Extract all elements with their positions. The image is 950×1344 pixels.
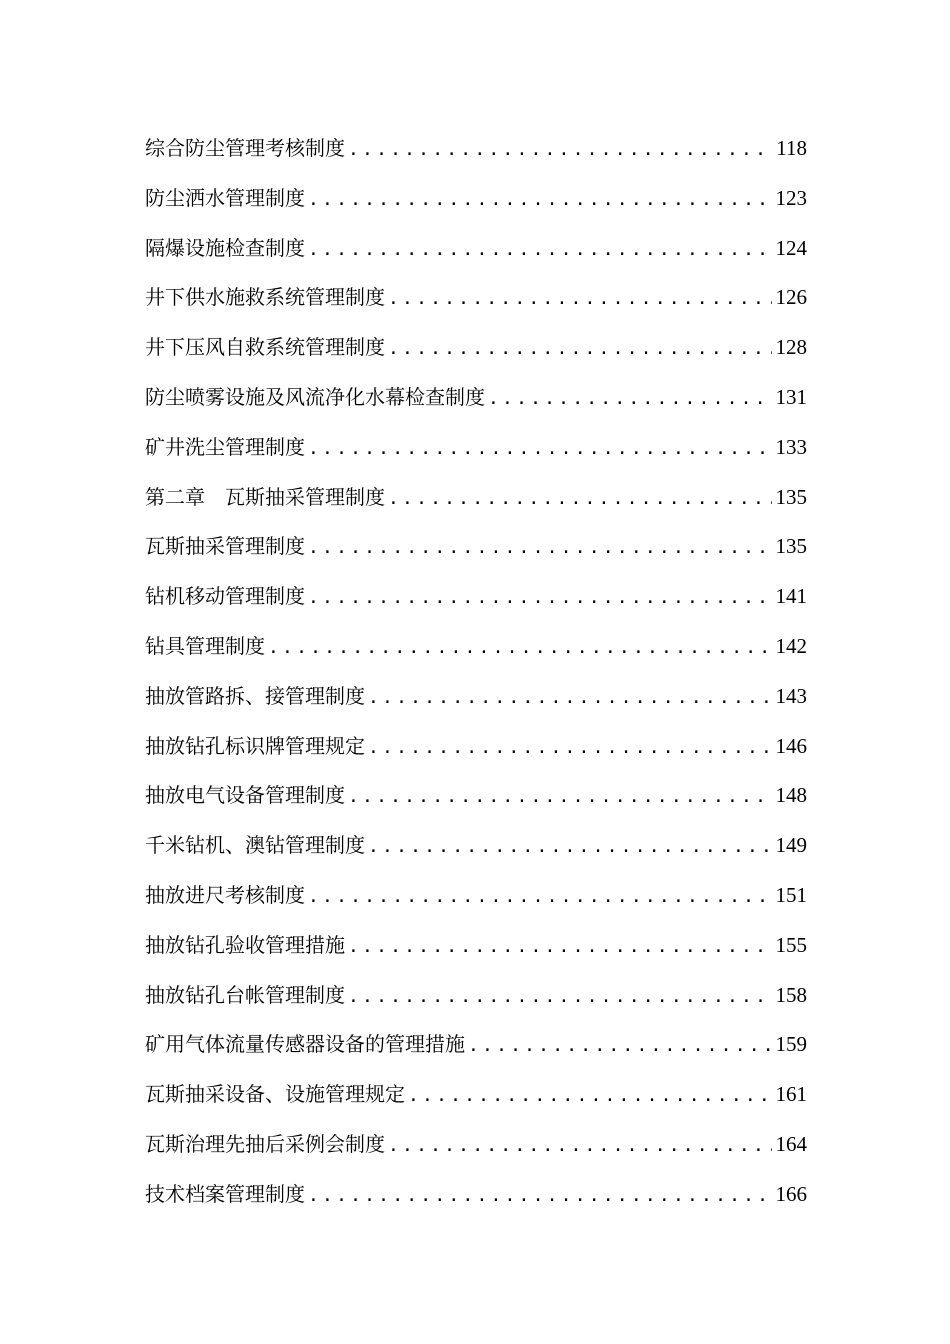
toc-leader-dots [348,772,772,822]
toc-entry-title: 防尘洒水管理制度 [145,185,305,210]
toc-entry-page-number: 135 [775,484,807,509]
toc-leader-dots [348,125,772,175]
table-of-contents [145,124,807,1220]
toc-leader-dots [348,972,772,1022]
toc-leader-dots [388,1121,772,1171]
toc-leader-dots [308,175,772,225]
toc-entry-title: 钻机移动管理制度 [145,584,305,609]
toc-leader-dots [268,623,772,673]
toc-entry-page-number: 148 [775,783,807,808]
toc-entry-page-number: 149 [775,833,807,858]
toc-entry[interactable] [145,1070,807,1120]
toc-entry-page-number: 164 [775,1131,807,1156]
toc-leader-dots [388,324,772,374]
toc-entry-title: 第二章 瓦斯抽采管理制度 [145,484,385,509]
toc-entry-title: 抽放电气设备管理制度 [145,783,345,808]
toc-leader-dots [348,922,772,972]
toc-entry-page-number: 126 [775,285,807,310]
toc-entry[interactable] [145,1170,807,1220]
toc-entry-page-number: 143 [775,683,807,708]
toc-leader-dots [368,822,772,872]
toc-entry-title: 瓦斯抽采管理制度 [145,534,305,559]
toc-entry-title: 抽放管路拆、接管理制度 [145,683,365,708]
toc-entry-page-number: 123 [775,185,807,210]
toc-entry-title: 井下压风自救系统管理制度 [145,335,385,360]
toc-entry-title: 井下供水施救系统管理制度 [145,285,385,310]
toc-entry-page-number: 124 [775,235,807,260]
toc-entry[interactable] [145,971,807,1021]
toc-entry[interactable] [145,423,807,473]
toc-entry[interactable] [145,373,807,423]
toc-entry-title: 防尘喷雾设施及风流净化水幕检查制度 [145,384,485,409]
toc-leader-dots [368,723,772,773]
toc-entry-page-number: 142 [775,633,807,658]
toc-entry-title: 千米钻机、澳钻管理制度 [145,833,365,858]
toc-entry[interactable] [145,224,807,274]
toc-entry[interactable] [145,473,807,523]
toc-entry-title: 抽放钻孔台帐管理制度 [145,982,345,1007]
toc-entry[interactable] [145,273,807,323]
toc-entry-title: 技术档案管理制度 [145,1181,305,1206]
toc-leader-dots [308,1171,772,1221]
toc-entry[interactable] [145,622,807,672]
toc-leader-dots [308,872,772,922]
toc-entry-page-number: 158 [775,982,807,1007]
toc-entry-page-number: 141 [775,584,807,609]
toc-entry-page-number: 161 [775,1082,807,1107]
toc-entry[interactable] [145,871,807,921]
toc-entry-title: 矿用气体流量传感器设备的管理措施 [145,1032,465,1057]
toc-entry[interactable] [145,771,807,821]
toc-leader-dots [368,673,772,723]
toc-entry[interactable] [145,1120,807,1170]
toc-entry-title: 抽放进尺考核制度 [145,882,305,907]
toc-entry-title: 隔爆设施检查制度 [145,235,305,260]
toc-leader-dots [308,424,772,474]
toc-leader-dots [468,1021,772,1071]
toc-leader-dots [408,1071,772,1121]
toc-leader-dots [308,523,772,573]
toc-entry-title: 抽放钻孔验收管理措施 [145,932,345,957]
toc-entry[interactable] [145,522,807,572]
toc-leader-dots [488,374,772,424]
toc-entry[interactable] [145,323,807,373]
toc-entry[interactable] [145,124,807,174]
toc-entry-page-number: 146 [775,733,807,758]
toc-entry[interactable] [145,672,807,722]
toc-entry[interactable] [145,821,807,871]
toc-entry-page-number: 135 [775,534,807,559]
toc-entry-title: 矿井洗尘管理制度 [145,434,305,459]
toc-leader-dots [308,573,772,623]
toc-entry-page-number: 128 [775,335,807,360]
toc-entry-page-number: 159 [775,1032,807,1057]
toc-entry-page-number: 151 [775,882,807,907]
toc-entry-page-number: 166 [775,1181,807,1206]
toc-leader-dots [308,225,772,275]
toc-entry-title: 瓦斯抽采设备、设施管理规定 [145,1082,405,1107]
toc-entry-page-number: 133 [775,434,807,459]
toc-leader-dots [388,274,772,324]
toc-entry-page-number: 131 [775,384,807,409]
toc-entry[interactable] [145,174,807,224]
toc-entry-page-number: 155 [775,932,807,957]
toc-entry-title: 瓦斯治理先抽后采例会制度 [145,1131,385,1156]
toc-entry[interactable] [145,921,807,971]
toc-entry-page-number: 118 [776,136,807,160]
toc-entry[interactable] [145,1020,807,1070]
toc-entry-title: 综合防尘管理考核制度 [145,136,345,160]
toc-entry[interactable] [145,722,807,772]
toc-leader-dots [388,474,772,524]
toc-entry[interactable] [145,572,807,622]
toc-entry-title: 抽放钻孔标识牌管理规定 [145,733,365,758]
toc-entry-title: 钻具管理制度 [145,633,265,658]
